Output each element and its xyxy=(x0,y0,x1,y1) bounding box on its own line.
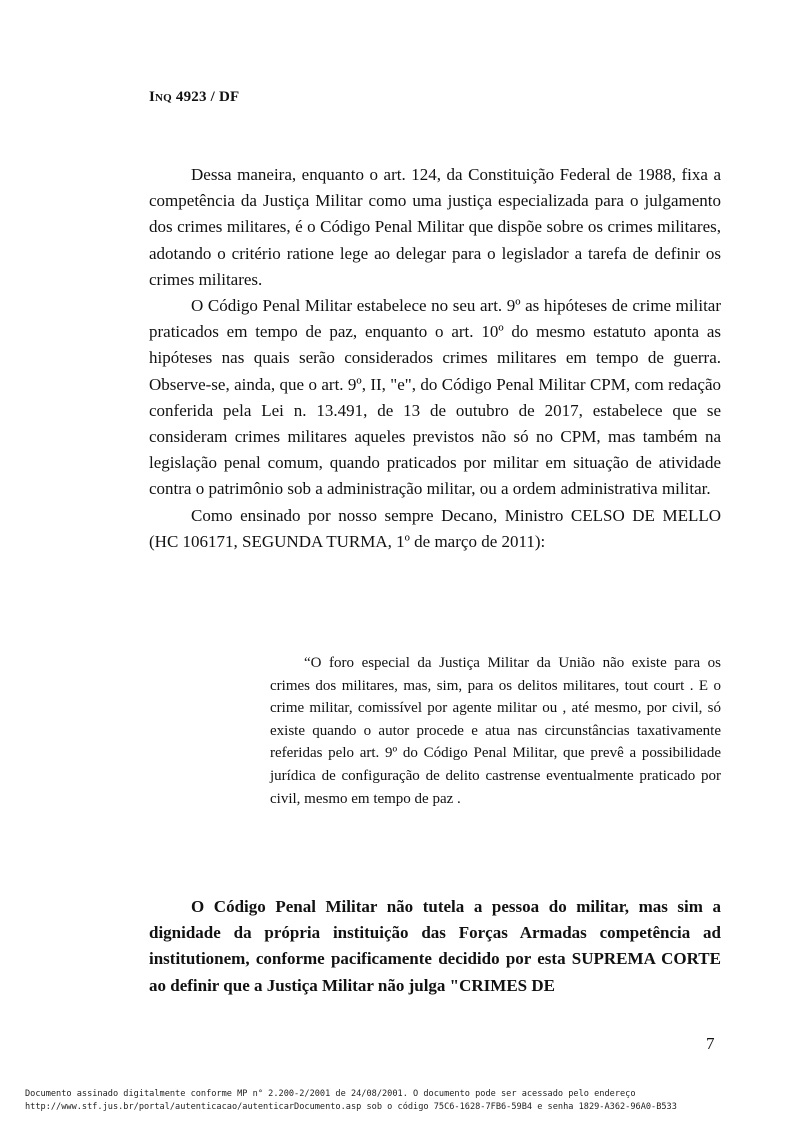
quote-text: “O foro especial da Justiça Militar da União não existe para os crimes dos militares, mas, sim, para os delitos militares, tout court . E o crime militar, comissível por agente militar ou , até mesmo, por civil, só existe quando o autor procede e atua nas circunstâncias taxativamente referidas pelo art. 9º do Código Penal Militar, que prevê a possibilidade jurídica de configuração de delito castrense eventualmente praticado por civil, mesmo em tempo de paz . xyxy=(270,655,721,807)
bold-paragraph: O Código Penal Militar não tutela a pessoa do militar, mas sim a dignidade da própria instituição das Forças Armadas competência ad institutionem, conforme pacificamente decidido por esta SUPREMA CORTE ao definir que a Justiça Militar não julga "CRIMES DE xyxy=(149,897,721,995)
paragraph: Como ensinado por nosso sempre Decano, Ministro CELSO DE MELLO (HC 106171, SEGUNDA TURMA, 1º de março de 2011): xyxy=(149,505,721,551)
page-number: 7 xyxy=(706,1034,715,1053)
case-header-prefix: Inq xyxy=(149,89,172,105)
signature-footer xyxy=(25,1088,677,1113)
footer-line: Documento assinado digitalmente conforme MP n° 2.200-2/2001 de 24/08/2001. O documento pode ser acessado pelo endereço xyxy=(25,1089,636,1099)
paragraph: Dessa maneira, enquanto o art. 124, da Constituição Federal de 1988, fixa a competência da Justiça Militar como uma justiça especializada para o julgamento dos crimes militares, é o Código Penal Militar que dispõe sobre os crimes militares, adotando o critério ratione lege ao delegar para o legislador a tarefa de definir os crimes militares. xyxy=(149,165,721,289)
body-text xyxy=(149,162,721,555)
case-header-number: 4923 / DF xyxy=(171,89,240,105)
paragraph: O Código Penal Militar estabelece no seu art. 9º as hipóteses de crime militar praticados em tempo de paz, enquanto o art. 10º do mesmo estatuto aponta as hipóteses nas quais serão considerados crimes militares em tempo de guerra. Observe-se, ainda, que o art. 9º, II, "e", do Código Penal Militar CPM, com redação conferida pela Lei n. 13.491, de 13 de outubro de 2017, estabelece que se consideram crimes militares aqueles previstos não só no CPM, mas também na legislação penal comum, quando praticados por militar em situação de atividade contra o patrimônio sob a administração militar, ou a ordem administrativa militar. xyxy=(149,296,721,499)
footer-line: http://www.stf.jus.br/portal/autenticacao/autenticarDocumento.asp sob o código 75C6-1628-7FB6-59B4 e senha 1829-A362-96A0-B533 xyxy=(25,1101,677,1112)
case-header xyxy=(149,89,239,106)
bold-paragraph-block xyxy=(149,894,721,999)
block-quote xyxy=(270,652,721,810)
